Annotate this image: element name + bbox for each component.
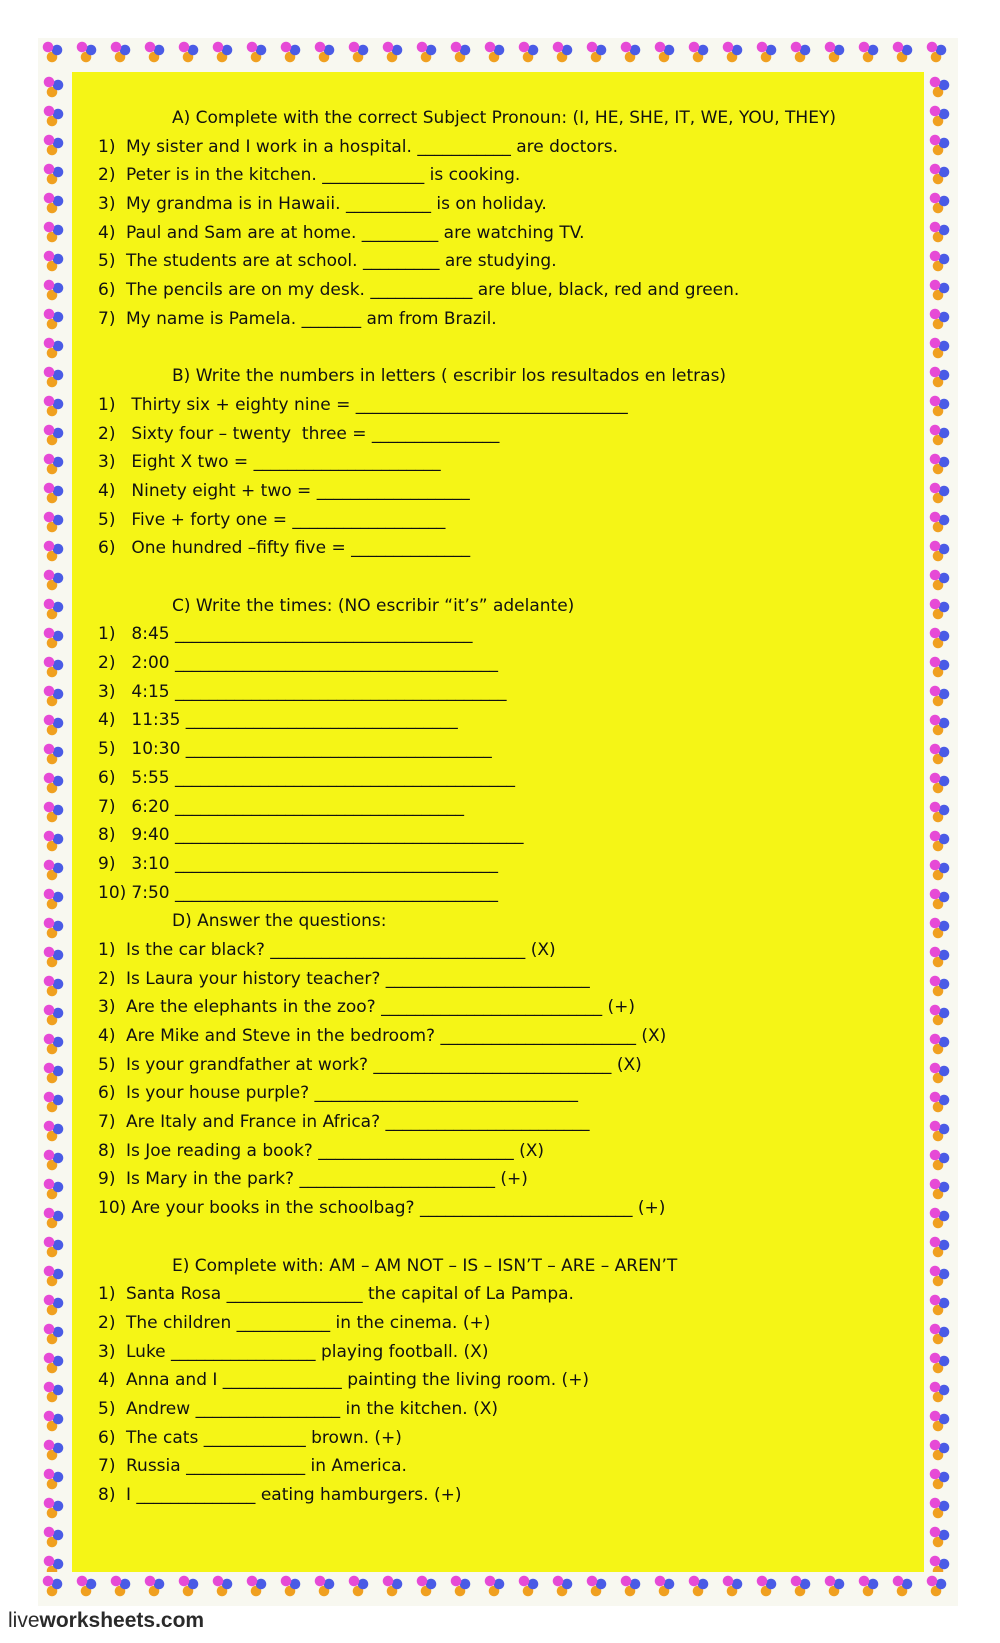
section-e xyxy=(98,1252,898,1510)
exercise-item xyxy=(98,534,898,563)
exercise-item xyxy=(98,276,898,305)
section-c xyxy=(98,592,898,908)
section-heading: B) Write the numbers in letters ( escribir los resultados en letras) xyxy=(172,366,727,387)
item-text: 3:10 ______________________________________ xyxy=(126,853,498,874)
item-text: My grandma is in Hawaii. __________ is on holiday. xyxy=(126,194,547,215)
item-text: Are Mike and Steve in the bedroom? _______________________ (X) xyxy=(126,1026,667,1046)
exercise-item xyxy=(98,420,898,449)
section-heading: D) Answer the questions: xyxy=(172,911,387,932)
exercise-item xyxy=(98,1022,898,1051)
item-number: 5) xyxy=(98,251,116,272)
exercise-item xyxy=(98,1108,898,1137)
exercise-item xyxy=(98,219,898,248)
exercise-item xyxy=(98,735,898,764)
exercise-item xyxy=(98,850,898,879)
item-number: 1) xyxy=(98,394,116,415)
item-number: 7) xyxy=(98,1112,116,1133)
item-number: 1) xyxy=(98,939,116,960)
item-text: 11:35 ________________________________ xyxy=(126,710,458,731)
exercise-item xyxy=(98,1481,898,1510)
item-number: 1) xyxy=(98,136,116,157)
exercise-item xyxy=(98,1395,898,1424)
item-text: Peter is in the kitchen. ____________ is cooking. xyxy=(126,165,521,186)
section-b xyxy=(98,362,898,592)
item-number: 9) xyxy=(98,853,116,874)
logo-light-text: live xyxy=(8,1609,40,1632)
section-heading: A) Complete with the correct Subject Pronoun: (I, HE, SHE, IT, WE, YOU, THEY) xyxy=(172,108,836,128)
item-text: The cats ____________ brown. (+) xyxy=(126,1427,402,1448)
item-text: Are your books in the schoolbag? _________________________ (+) xyxy=(126,1198,666,1219)
exercise-item xyxy=(98,965,898,994)
logo-bold-text: worksheets.com xyxy=(39,1609,205,1632)
exercise-item xyxy=(98,1452,898,1481)
item-text: The pencils are on my desk. ____________ are blue, black, red and green. xyxy=(126,280,740,301)
worksheet-content xyxy=(98,104,898,1510)
item-number: 3) xyxy=(98,997,116,1018)
item-number: 2) xyxy=(98,1312,116,1333)
item-number: 5) xyxy=(98,1054,116,1075)
item-number: 2) xyxy=(98,653,116,674)
section-heading: C) Write the times: (NO escribir “it’s” adelante) xyxy=(172,595,575,616)
item-number: 3) xyxy=(98,1341,116,1362)
exercise-item xyxy=(98,1424,898,1453)
section-d xyxy=(98,907,898,1251)
item-number: 3) xyxy=(98,194,116,215)
section-spacer xyxy=(98,563,898,592)
item-text: Is your house purple? _______________________________ xyxy=(126,1083,579,1104)
section-spacer xyxy=(98,334,898,363)
item-text: Anna and I ______________ painting the living room. (+) xyxy=(126,1370,590,1391)
item-number: 2) xyxy=(98,165,116,186)
exercise-item xyxy=(98,391,898,420)
exercise-item xyxy=(98,477,898,506)
section-a xyxy=(98,104,898,362)
exercise-item xyxy=(98,879,898,908)
item-number: 7) xyxy=(98,308,116,329)
exercise-item xyxy=(98,1309,898,1338)
item-number: 6) xyxy=(98,1427,116,1448)
exercise-item xyxy=(98,133,898,162)
item-number: 2) xyxy=(98,423,116,444)
item-number: 2) xyxy=(98,968,116,989)
exercise-item xyxy=(98,448,898,477)
item-number: 5) xyxy=(98,1398,116,1419)
item-text: 7:50 ______________________________________ xyxy=(126,882,498,903)
item-text: 8:45 ___________________________________ xyxy=(126,624,473,645)
item-number: 5) xyxy=(98,509,116,530)
item-number: 8) xyxy=(98,825,116,846)
exercise-item xyxy=(98,1366,898,1395)
item-text: Ninety eight + two = __________________ xyxy=(126,480,470,501)
item-number: 4) xyxy=(98,710,116,731)
exercise-item xyxy=(98,1137,898,1166)
item-number: 10) xyxy=(98,882,127,903)
item-text: The children ___________ in the cinema. (+) xyxy=(126,1312,491,1333)
exercise-item xyxy=(98,1338,898,1367)
item-text: Santa Rosa ________________ the capital of La Pampa. xyxy=(126,1284,574,1305)
item-number: 4) xyxy=(98,1370,116,1391)
exercise-item xyxy=(98,1194,898,1223)
item-text: Are the elephants in the zoo? __________________________ (+) xyxy=(126,997,636,1018)
item-number: 8) xyxy=(98,1485,116,1505)
exercise-item xyxy=(98,936,898,965)
item-text: 4:15 _______________________________________ xyxy=(126,681,507,702)
exercise-item xyxy=(98,247,898,276)
item-number: 6) xyxy=(98,280,116,301)
item-text: Eight X two = ______________________ xyxy=(126,452,441,473)
item-number: 10) xyxy=(98,1198,127,1219)
item-text: Five + forty one = __________________ xyxy=(126,509,446,530)
balloon-border-top xyxy=(38,38,958,72)
exercise-item xyxy=(98,620,898,649)
exercise-item xyxy=(98,1051,898,1080)
exercise-item xyxy=(98,161,898,190)
item-text: Is Mary in the park? _______________________ (+) xyxy=(126,1169,528,1190)
item-number: 3) xyxy=(98,452,116,473)
item-number: 4) xyxy=(98,480,116,501)
item-number: 5) xyxy=(98,739,116,760)
exercise-item xyxy=(98,993,898,1022)
item-number: 9) xyxy=(98,1169,116,1190)
item-text: My name is Pamela. _______ am from Brazil. xyxy=(126,308,497,329)
exercise-item xyxy=(98,190,898,219)
exercise-item xyxy=(98,506,898,535)
item-text: 6:20 __________________________________ xyxy=(126,796,464,817)
exercise-item xyxy=(98,1280,898,1309)
item-number: 7) xyxy=(98,1456,116,1477)
item-text: The students are at school. _________ are studying. xyxy=(126,251,557,272)
balloon-border-bottom xyxy=(38,1572,958,1606)
item-number: 6) xyxy=(98,538,116,559)
exercise-item xyxy=(98,764,898,793)
item-number: 6) xyxy=(98,1083,116,1104)
item-number: 3) xyxy=(98,681,116,702)
item-text: Russia ______________ in America. xyxy=(126,1456,407,1477)
item-text: Thirty six + eighty nine = ________________________________ xyxy=(126,394,628,415)
exercise-item xyxy=(98,649,898,678)
exercise-item xyxy=(98,1079,898,1108)
item-text: One hundred –fifty five = ______________ xyxy=(126,538,471,559)
item-text: My sister and I work in a hospital. ___________ are doctors. xyxy=(126,136,618,157)
exercise-item xyxy=(98,1165,898,1194)
item-number: 4) xyxy=(98,222,116,243)
item-text: I ______________ eating hamburgers. (+) xyxy=(126,1485,462,1505)
item-number: 1) xyxy=(98,1284,116,1305)
item-text: 2:00 ______________________________________ xyxy=(126,653,498,674)
site-logo xyxy=(8,1609,204,1633)
item-number: 8) xyxy=(98,1140,116,1161)
balloon-border-left xyxy=(38,72,72,1572)
exercise-item xyxy=(98,793,898,822)
item-text: 10:30 ____________________________________ xyxy=(126,739,492,760)
exercise-item xyxy=(98,821,898,850)
item-text: 9:40 _________________________________________ xyxy=(126,825,524,846)
item-number: 4) xyxy=(98,1026,116,1046)
balloon-border-right xyxy=(924,72,958,1572)
item-number: 7) xyxy=(98,796,116,817)
item-text: Are Italy and France in Africa? ________________________ xyxy=(126,1112,590,1133)
item-text: Andrew _________________ in the kitchen. (X) xyxy=(126,1398,498,1419)
item-text: Is the car black? ______________________________ (X) xyxy=(126,939,556,960)
section-heading: E) Complete with: AM – AM NOT – IS – ISN’T – ARE – AREN’T xyxy=(172,1255,678,1276)
item-text: Sixty four – twenty three = _______________ xyxy=(126,423,500,444)
exercise-item xyxy=(98,305,898,334)
item-text: Is your grandfather at work? ____________________________ (X) xyxy=(126,1054,642,1075)
item-text: Luke _________________ playing football. (X) xyxy=(126,1341,489,1362)
exercise-item xyxy=(98,678,898,707)
item-text: Is Joe reading a book? _______________________ (X) xyxy=(126,1140,545,1161)
section-spacer xyxy=(98,1223,898,1252)
exercise-item xyxy=(98,706,898,735)
item-number: 1) xyxy=(98,624,116,645)
item-text: Paul and Sam are at home. _________ are watching TV. xyxy=(126,222,585,243)
item-number: 6) xyxy=(98,767,116,788)
item-text: 5:55 ________________________________________ xyxy=(126,767,515,788)
item-text: Is Laura your history teacher? ________________________ xyxy=(126,968,590,989)
